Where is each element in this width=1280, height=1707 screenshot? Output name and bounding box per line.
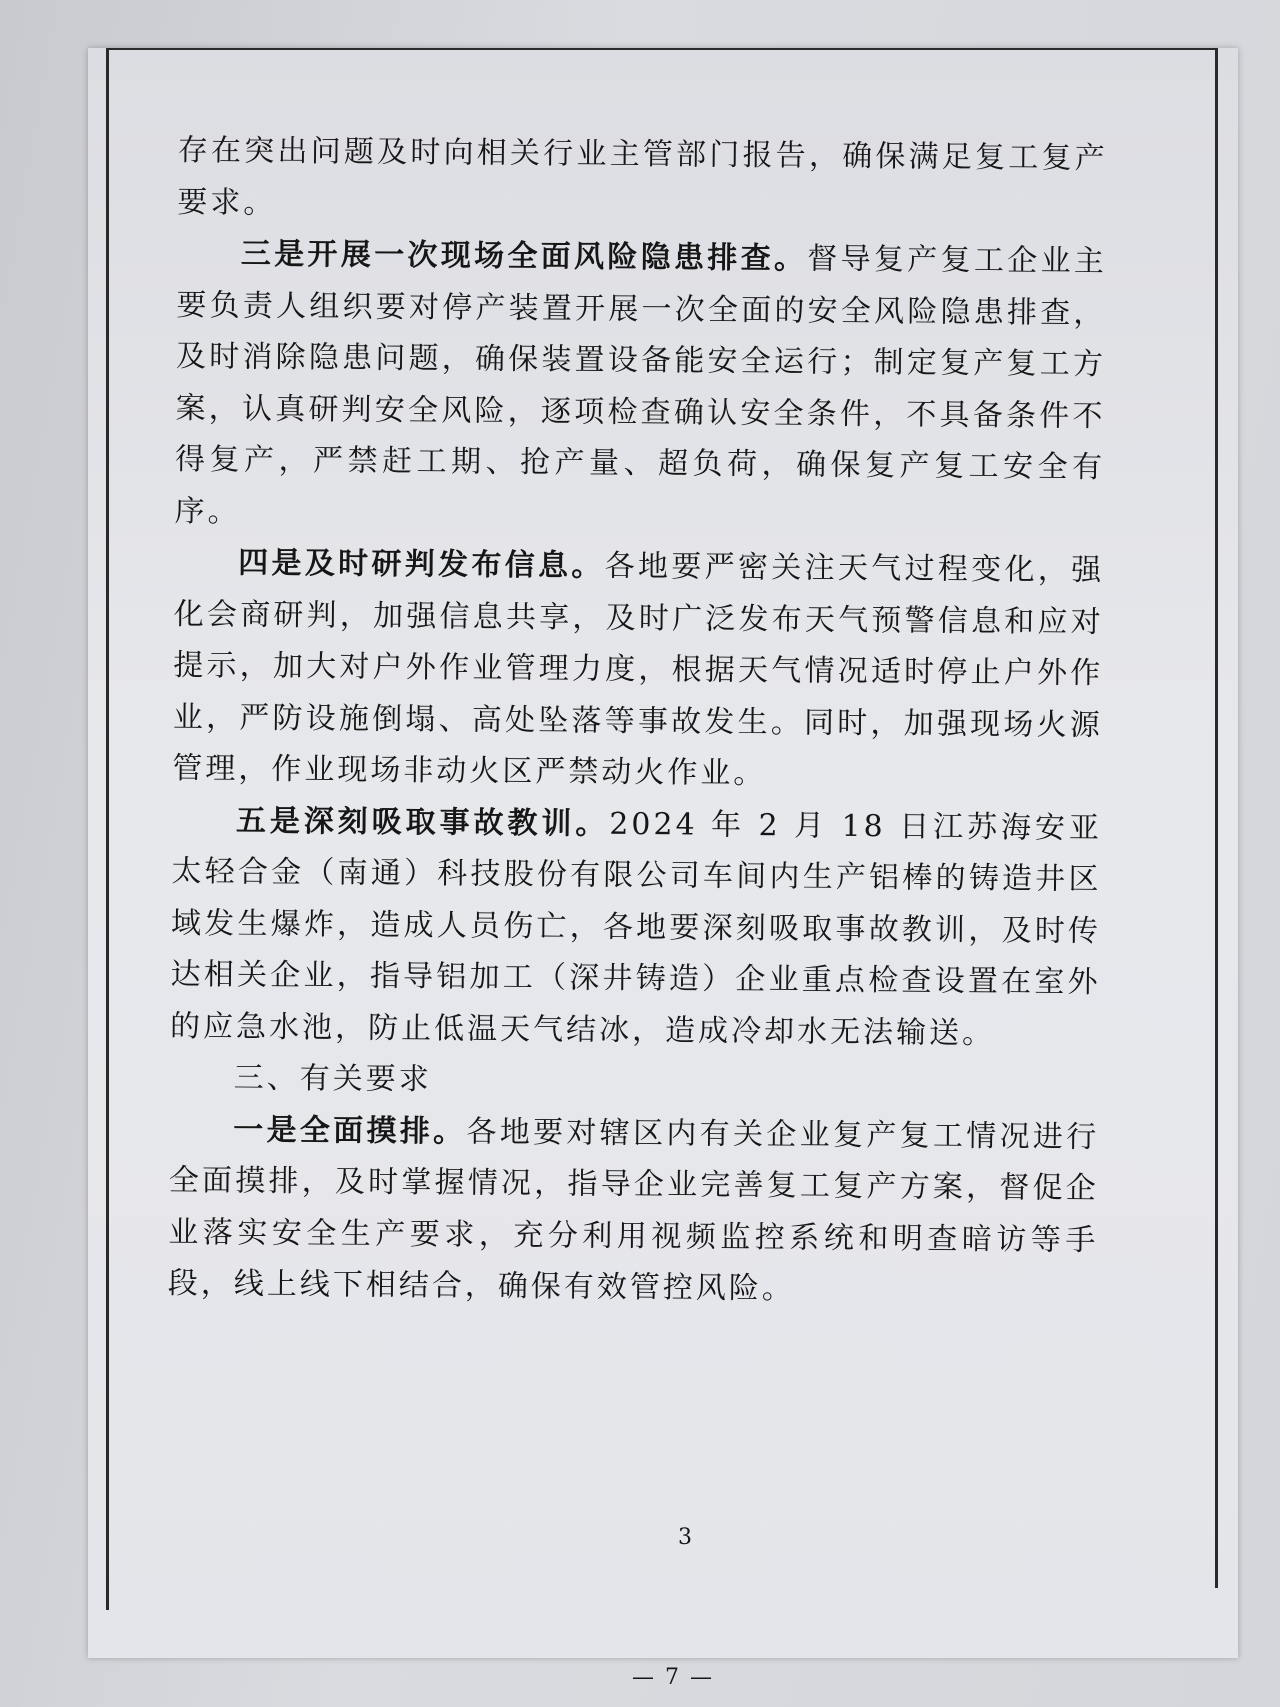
item-4-paragraph — [172, 537, 1104, 803]
document-body — [168, 125, 1108, 1318]
item-5-body: 2024 年 2 月 18 日江苏海安亚太轻合金（南通）科技股份有限公司车间内生产铝棒的铸造井区域发生爆炸，造成人员伤亡，各地要深刻吸取事故教训，及时传达相关企业，指导铝加工（深井铸造）企业重点检查设置在室外的应急水池，防止低温天气结冰，造成冷却水无法输送。 — [169, 806, 1103, 1051]
item-4-body: 各地要严密关注天气过程变化，强化会商研判，加强信息共享，及时广泛发布天气预警信息和应对提示，加大对户外作业管理力度，根据天气情况适时停止户外作业，严防设施倒塌、高处坠落等事故发生。同时，加强现场火源管理，作业现场非动火区严禁动火作业。 — [172, 548, 1105, 792]
requirement-1-paragraph — [168, 1103, 1100, 1317]
item-3-paragraph — [174, 228, 1107, 545]
item-5-paragraph — [170, 794, 1102, 1060]
frame-left-border — [106, 48, 109, 1610]
frame-right-border — [1215, 48, 1218, 1588]
item-5-lead: 五是深刻吸取事故教训。 — [235, 803, 610, 842]
section-3-heading: 三、有关要求 — [233, 1060, 432, 1098]
requirement-1-lead: 一是全面摸排。 — [233, 1112, 467, 1150]
inner-page-number: 3 — [678, 1525, 692, 1550]
item-3-body: 督导复产复工企业主要负责人组织要对停产装置开展一次全面的安全风险隐患排查，及时消除隐患问题，确保装置设备能安全运行；制定复产复工方案，认真研判安全风险，逐项检查确认安全条件，不具备条件不得复产，严禁赶工期、抢产量、超负荷，确保复产复工安全有序。 — [174, 241, 1108, 530]
item-3-lead: 三是开展一次现场全面风险隐患排查。 — [240, 236, 808, 277]
frame-top-border — [106, 48, 1218, 50]
outer-page-number: — 7 — — [632, 1665, 714, 1690]
requirement-1-body: 各地要对辖区内有关企业复产复工情况进行全面摸排，及时掌握情况，指导企业完善复工复产方案，督促企业落实安全生产要求，充分利用视频监控系统和明查暗访等手段，线上线下相结合，确保有效管控风险。 — [167, 1114, 1100, 1307]
continuation-paragraph: 存在突出问题及时向相关行业主管部门报告，确保满足复工复产要求。 — [177, 132, 1108, 221]
item-4-lead: 四是及时研判发布信息。 — [238, 545, 605, 584]
